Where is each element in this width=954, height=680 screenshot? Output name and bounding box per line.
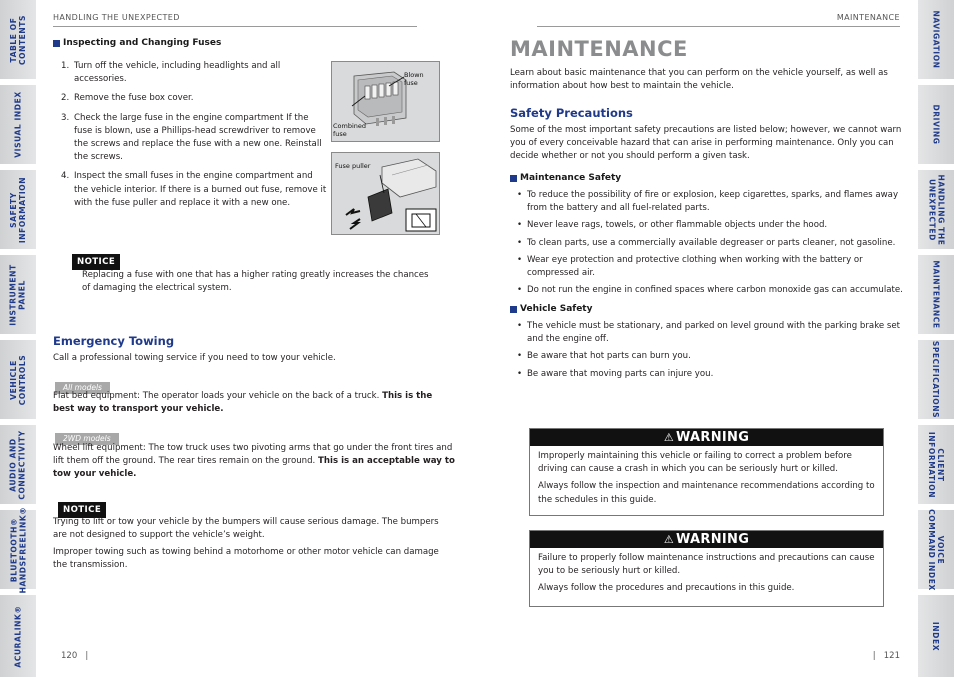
combined-fuse-label: Combined fuse — [333, 122, 367, 138]
list-item: • Be aware that hot parts can burn you. — [510, 350, 908, 363]
left-tab-strip — [0, 0, 36, 680]
square-bullet-icon — [53, 40, 60, 47]
maintenance-safety-list — [510, 189, 908, 301]
list-item: 3. Check the large fuse in the engine compartment If the fuse is blown, use a Phillips-head screwdriver to remove the screws and replace the fuse with a new one. Reinstall the screws. — [61, 112, 322, 163]
fuse-puller-figure — [331, 152, 440, 235]
running-head: HANDLING THE UNEXPECTED — [53, 13, 180, 22]
towing-notice-text-2: Improper towing such as towing behind a motorhome or other motor vehicle can damage the transmission. — [53, 547, 439, 571]
tab-audio-and-connectivity[interactable]: AUDIO AND CONNECTIVITY — [0, 425, 36, 507]
warning-box — [529, 530, 884, 607]
left-page — [36, 0, 477, 680]
towing-notice-text-1: Trying to lift or tow your vehicle by the bumpers will cause serious damage. The bumpers are not designed to support the vehicle’s weight. — [53, 517, 439, 541]
tab-safety-information[interactable]: SAFETY INFORMATION — [0, 170, 36, 252]
header-rule — [537, 26, 900, 27]
safety-intro: Some of the most important safety precautions are listed below; however, we cannot warn you of every conceivable hazard that can arise in performing maintenance. Only you can decide whether or not you should perform a given task. — [510, 125, 902, 162]
page-title: MAINTENANCE — [510, 37, 688, 61]
notice-badge: NOTICE — [72, 249, 120, 270]
list-item: • To reduce the possibility of fire or explosion, keep cigarettes, sparks, and flames away from the battery and all fuel-related parts. — [510, 189, 908, 215]
square-bullet-icon — [510, 306, 517, 313]
warning-header: ⚠ WARNING — [530, 531, 883, 548]
list-item: • Never leave rags, towels, or other flammable objects under the hood. — [510, 219, 908, 232]
warning-text: Improperly maintaining this vehicle or failing to correct a problem before driving can cause a crash in which you can be seriously hurt or killed. — [538, 451, 852, 475]
warning-text: Failure to properly follow maintenance instructions and precautions can cause you to be seriously hurt or killed. — [538, 553, 875, 577]
warning-triangle-icon: ⚠ — [663, 431, 674, 444]
running-head: MAINTENANCE — [836, 13, 900, 22]
right-tab-strip — [918, 0, 954, 680]
maintenance-intro: Learn about basic maintenance that you can perform on the vehicle yourself, as well as information about how best to maintain the vehicle. — [510, 68, 888, 92]
tab-instrument-panel[interactable]: INSTRUMENT PANEL — [0, 255, 36, 337]
warning-triangle-icon: ⚠ — [663, 533, 674, 546]
vehicle-safety-heading: Vehicle Safety — [510, 304, 592, 314]
tab-client-information[interactable]: CLIENT INFORMATION — [918, 425, 954, 507]
towing-intro: Call a professional towing service if you need to tow your vehicle. — [53, 353, 336, 363]
notice-text: Replacing a fuse with one that has a higher rating greatly increases the chances of damaging the electrical system. — [82, 270, 429, 294]
list-item: • Be aware that moving parts can injure you. — [510, 368, 908, 381]
tab-vehicle-controls[interactable]: VEHICLE CONTROLS — [0, 340, 36, 422]
tab-handling-the-unexpected[interactable]: HANDLING THE UNEXPECTED — [918, 170, 954, 252]
square-bullet-icon — [510, 175, 517, 182]
model-tag-all: All models — [55, 375, 110, 394]
warning-box — [529, 428, 884, 516]
towing-notice-badge: NOTICE — [58, 497, 106, 518]
tab-voice-command-index[interactable]: VOICE COMMAND INDEX — [918, 510, 954, 592]
list-item: 2. Remove the fuse box cover. — [61, 93, 194, 104]
fuse-puller-label: Fuse puller — [335, 162, 371, 170]
page-number: 120 | — [61, 651, 89, 661]
tab-maintenance[interactable]: MAINTENANCE — [918, 255, 954, 337]
safety-precautions-title: Safety Precautions — [510, 106, 633, 120]
list-item: • The vehicle must be stationary, and parked on level ground with the parking brake set and the engine off. — [510, 320, 908, 346]
wheel-lift-paragraph: Wheel lift equipment: The tow truck uses two pivoting arms that go under the front tires and lift them off the ground. The rear tires remain on the ground. This is an acceptable way to tow your vehicle. — [53, 443, 455, 480]
emergency-towing-title: Emergency Towing — [53, 334, 175, 348]
maintenance-safety-heading: Maintenance Safety — [510, 173, 621, 183]
list-item: • Wear eye protection and protective clothing when working with the battery or compressed air. — [510, 254, 908, 280]
flatbed-paragraph: Flat bed equipment: The operator loads your vehicle on the back of a truck. This is the best way to transport your vehicle. — [53, 391, 433, 415]
list-item: • Do not run the engine in confined spaces where carbon monoxide gas can accumulate. — [510, 284, 908, 297]
page-number: | 121 — [872, 651, 900, 661]
header-rule — [53, 26, 417, 27]
tab-acuralink[interactable]: ACURALINK® — [0, 595, 36, 680]
tab-visual-index[interactable]: VISUAL INDEX — [0, 85, 36, 167]
warning-text: Always follow the procedures and precautions in this guide. — [538, 583, 795, 594]
right-page — [477, 0, 918, 680]
list-item: 1. Turn off the vehicle, including headlights and all accessories. — [61, 61, 281, 85]
tab-driving[interactable]: DRIVING — [918, 85, 954, 167]
tab-table-of-contents[interactable]: TABLE OF CONTENTS — [0, 0, 36, 82]
tab-index[interactable]: INDEX — [918, 595, 954, 680]
tab-navigation[interactable]: NAVIGATION — [918, 0, 954, 82]
warning-header: ⚠ WARNING — [530, 429, 883, 446]
fuse-steps-list — [53, 60, 327, 216]
tab-bluetooth-handsfreelink[interactable]: BLUETOOTH® HANDSFREELINK® — [0, 510, 36, 592]
fuses-heading: Inspecting and Changing Fuses — [53, 38, 221, 48]
fuse-box-figure — [331, 61, 440, 142]
blown-fuse-label: Blown fuse — [404, 71, 424, 87]
warning-text: Always follow the inspection and maintenance recommendations according to the schedules in this guide. — [538, 481, 875, 505]
model-tag-2wd: 2WD models — [55, 426, 119, 445]
vehicle-safety-list — [510, 320, 908, 385]
list-item: • To clean parts, use a commercially available degreaser or parts cleaner, not gasoline. — [510, 237, 908, 250]
tab-specifications[interactable]: SPECIFICATIONS — [918, 340, 954, 422]
list-item: 4. Inspect the small fuses in the engine compartment and the vehicle interior. If there is a burned out fuse, remove it with the fuse puller and replace it with a new one. — [61, 171, 327, 208]
